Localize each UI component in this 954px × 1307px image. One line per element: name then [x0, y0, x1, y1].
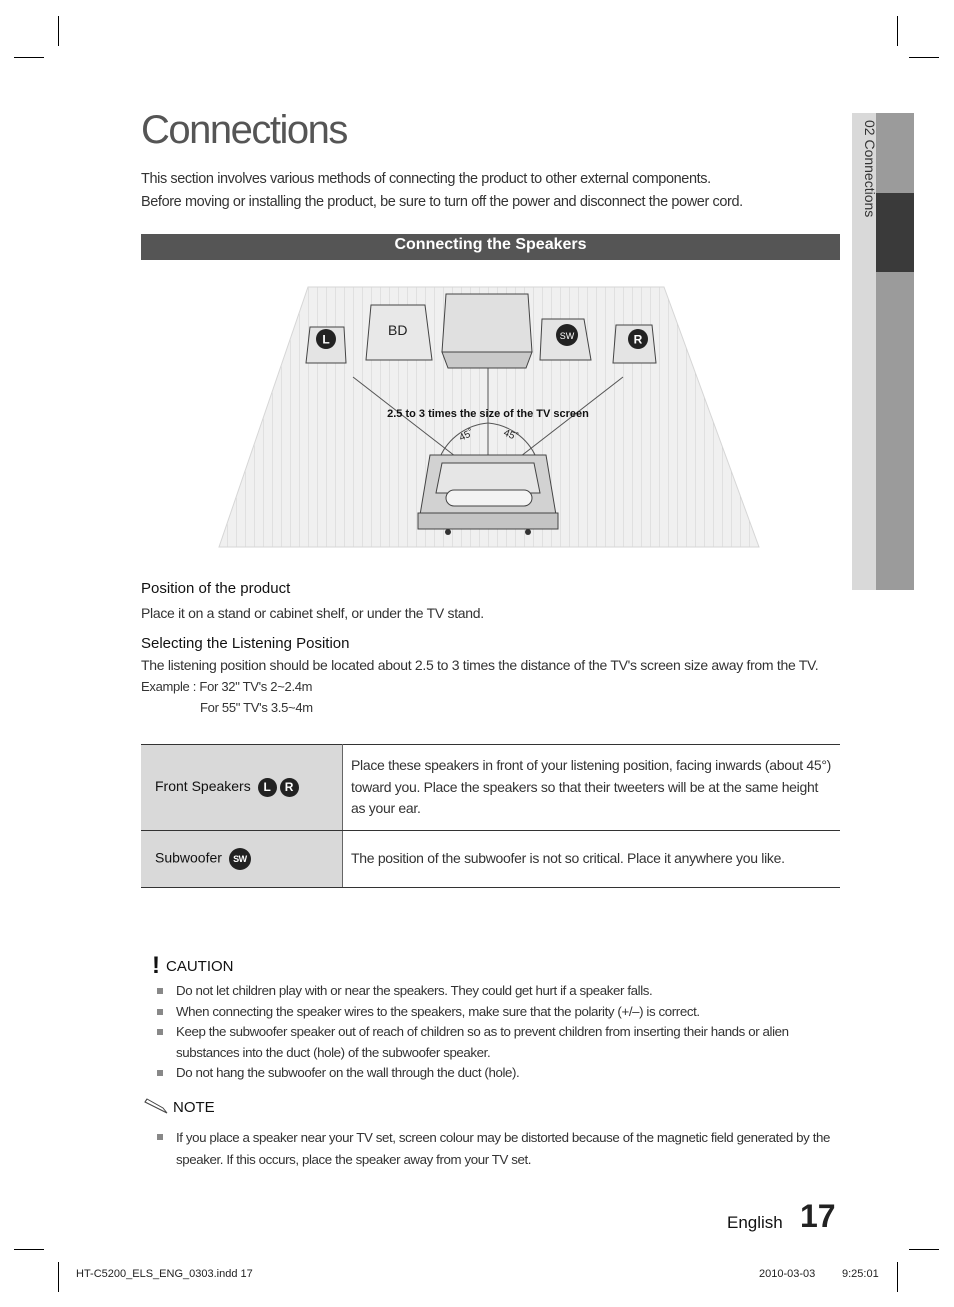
list-item: Do not let children play with or near the speakers. They could get hurt if a speaker falls. — [156, 981, 836, 1002]
desc-line: toward you. Place the speakers so that their tweeters will be at the same height — [351, 778, 819, 795]
angle-left-label: 45˚ — [457, 427, 476, 444]
position-text: Place it on a stand or cabinet shelf, or under the TV stand. — [141, 605, 484, 621]
intro-line: This section involves various methods of connecting the product to other external components. — [141, 171, 711, 187]
sw-speaker-badge: SW — [559, 331, 575, 341]
intro-line: Before moving or installing the product, be sure to turn off the power and disconnect the power cord. — [141, 194, 743, 210]
crop-mark — [909, 57, 939, 58]
speaker-placement-diagram — [218, 285, 760, 549]
right-speaker-badge: R — [633, 332, 643, 347]
left-speaker-badge: L — [322, 332, 330, 347]
crop-mark — [14, 57, 44, 58]
caution-heading — [152, 952, 234, 980]
tv-unit — [442, 294, 532, 368]
crop-mark — [909, 1249, 939, 1250]
exclamation-icon: ! — [152, 952, 160, 979]
subwoofer-speaker — [540, 319, 591, 360]
list-item: Keep the subwoofer speaker out of reach of children so as to prevent children from inserting their hands or alien substances into the duct (hole) of the subwoofer speaker. — [156, 1022, 836, 1063]
bd-label: BD — [388, 322, 408, 338]
crop-mark — [14, 1249, 44, 1250]
caution-list — [156, 981, 836, 1084]
page-title: Connections — [141, 108, 347, 152]
slug-file: HT-C5200_ELS_ENG_0303.indd 17 — [76, 1268, 253, 1280]
pencil-icon — [143, 1098, 169, 1114]
example-line-1 — [141, 679, 312, 694]
crop-mark — [897, 16, 898, 46]
listening-text: The listening position should be located about 2.5 to 3 times the distance of the TV's screen size away from the TV. — [141, 657, 819, 673]
table-row — [141, 830, 840, 887]
list-item: Do not hang the subwoofer on the wall through the duct (hole). — [156, 1063, 836, 1084]
slug-date: 2010-03-03 — [759, 1268, 816, 1280]
table-row — [141, 745, 840, 831]
listening-heading: Selecting the Listening Position — [141, 635, 350, 652]
example-line-2: For 55" TV's 3.5~4m — [200, 700, 313, 715]
speaker-table — [141, 744, 840, 888]
crop-mark — [58, 16, 59, 46]
crop-mark — [58, 1262, 59, 1292]
note-label: NOTE — [173, 1099, 215, 1116]
sidebar-chapter-label: 02 Connections — [862, 120, 878, 218]
slug-time: 9:25:01 — [842, 1268, 879, 1280]
page-number: 17 — [800, 1198, 836, 1234]
section-title-bar: Connecting the Speakers — [141, 234, 840, 260]
note-heading — [143, 1098, 215, 1116]
row-label: Subwoofer — [155, 849, 222, 866]
distance-label: 2.5 to 3 times the size of the TV screen — [387, 408, 589, 420]
sw-badge-icon: SW — [229, 848, 251, 870]
table-desc-cell — [343, 745, 841, 831]
footer-language: English — [727, 1213, 783, 1232]
table-label-cell — [141, 745, 343, 831]
list-item: If you place a speaker near your TV set, screen colour may be distorted because of the magnetic field generated by the speaker. If this occurs, place the speaker away from your TV set. — [156, 1127, 836, 1171]
list-item: When connecting the speaker wires to the speakers, make sure that the polarity (+/–) is correct. — [156, 1002, 836, 1023]
left-badge-icon: L — [258, 778, 277, 797]
sofa — [418, 455, 558, 535]
crop-mark — [897, 1262, 898, 1292]
table-label-cell — [141, 830, 343, 887]
desc-line: Place these speakers in front of your listening position, facing inwards (about 45°) — [351, 757, 832, 773]
caution-label: CAUTION — [166, 958, 234, 975]
example-prefix: Example : — [141, 679, 197, 694]
position-heading: Position of the product — [141, 580, 291, 597]
note-list — [156, 1127, 836, 1171]
example-value: For 32" TV's 2~2.4m — [199, 679, 313, 694]
left-speaker — [306, 327, 346, 363]
angle-right-label: 45˚ — [501, 427, 520, 444]
desc-line: The position of the subwoofer is not so critical. Place it anywhere you like. — [351, 849, 785, 866]
right-speaker — [613, 325, 656, 363]
right-badge-icon: R — [280, 778, 299, 797]
desc-line: as your ear. — [351, 800, 421, 816]
sidebar-tab-strip — [876, 113, 914, 590]
table-desc-cell — [343, 830, 841, 887]
intro-text — [141, 168, 743, 214]
row-label: Front Speakers — [155, 777, 251, 794]
bd-player — [366, 305, 432, 360]
sidebar-active-marker — [876, 193, 914, 272]
